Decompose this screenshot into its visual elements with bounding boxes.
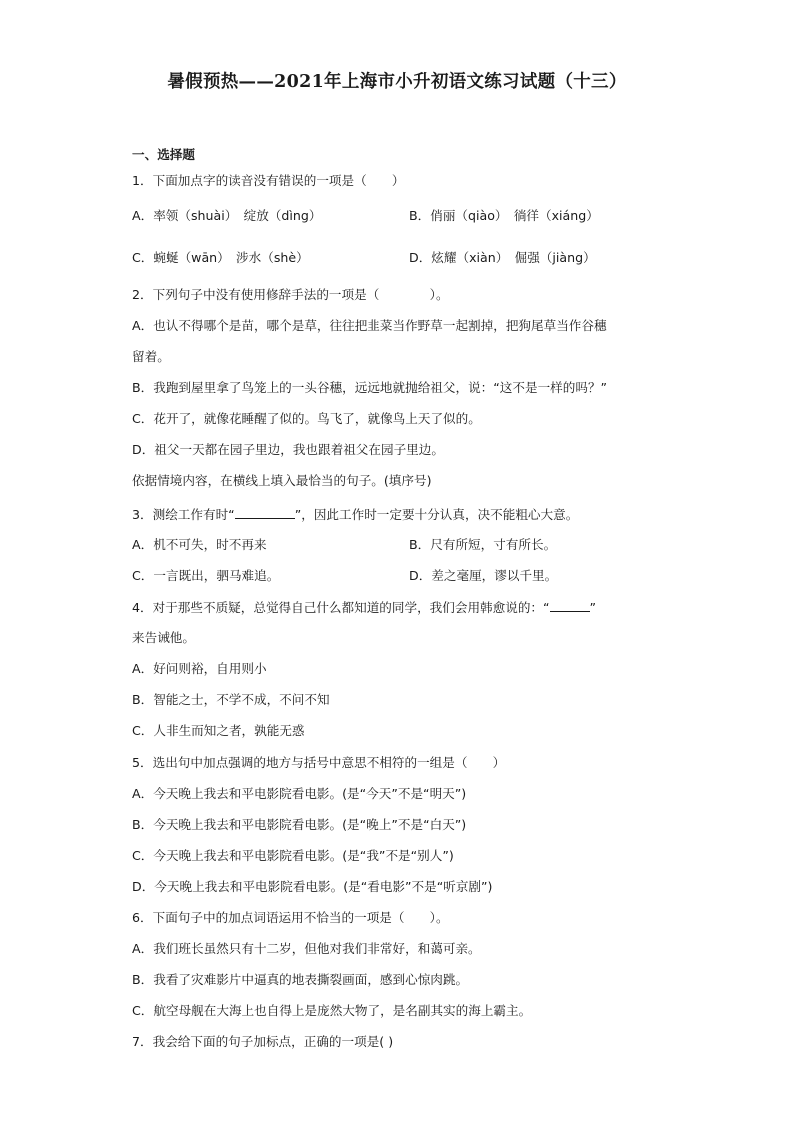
question-3-option-a: A．机不可失，时不再来	[132, 537, 267, 552]
question-4-option-c: C．人非生而知之者，孰能无惑	[132, 723, 305, 738]
question-3-option-d: D．差之毫厘，谬以千里。	[409, 568, 558, 583]
question-3-stem-end: ”，因此工作时一定要十分认真，决不能粗心大意。	[294, 507, 579, 522]
question-5-option-b: B．今天晚上我去和平电影院看电影。(是“晚上”不是“白天”)	[132, 817, 467, 832]
question-3-stem	[132, 506, 578, 523]
question-5-stem: 5．选出句中加点强调的地方与括号中意思不相符的一组是（ ）	[132, 755, 506, 770]
question-6-option-c: C．航空母舰在大海上也自得上是庞然大物了，是名副其实的海上霸主。	[132, 1003, 532, 1018]
question-2-option-d: D．祖父一天都在园子里边，我也跟着祖父在园子里边。	[132, 442, 444, 457]
question-6-stem: 6．下面句子中的加点词语运用不恰当的一项是（ ）。	[132, 910, 449, 925]
question-4-option-b: B．智能之士，不学不成，不问不知	[132, 692, 330, 707]
question-1-option-c: C．蜿蜒（wān） 涉水（shè）	[132, 250, 309, 265]
question-4-stem-end: ”	[589, 600, 597, 615]
answer-blank[interactable]	[550, 599, 590, 612]
answer-blank[interactable]	[235, 506, 295, 519]
question-1-option-b: B．俏丽（qiào） 徜徉（xiáng）	[409, 208, 599, 223]
page-title: 暑假预热——2021年上海市小升初语文练习试题（十三）	[167, 72, 627, 92]
question-2-stem: 2．下列句子中没有使用修辞手法的一项是（ ）。	[132, 287, 449, 302]
question-7-stem: 7．我会给下面的句子加标点，正确的一项是( )	[132, 1034, 394, 1049]
question-1-stem: 1．下面加点字的读音没有错误的一项是（ ）	[132, 173, 405, 188]
question-4-option-a: A．好问则裕，自用则小	[132, 661, 267, 676]
question-2-option-a: A．也认不得哪个是苗，哪个是草，往往把韭菜当作野草一起割掉，把狗尾草当作谷穗	[132, 318, 607, 333]
question-1-option-a: A．率领（shuài） 绽放（dìng）	[132, 208, 322, 223]
question-1-option-d: D．炫耀（xiàn） 倔强（jiàng）	[409, 250, 596, 265]
question-4-stem-start: 4．对于那些不质疑，总觉得自己什么都知道的同学，我们会用韩愈说的：“	[132, 600, 550, 615]
question-3-option-c: C．一言既出，驷马难追。	[132, 568, 280, 583]
question-3-option-b: B．尺有所短，寸有所长。	[409, 537, 557, 552]
section-heading: 一、选择题	[132, 147, 195, 162]
question-3-stem-start: 3．测绘工作有时“	[132, 507, 235, 522]
question-2-option-a-continued: 留着。	[132, 349, 170, 364]
question-5-option-a: A．今天晚上我去和平电影院看电影。(是“今天”不是“明天”)	[132, 786, 467, 801]
question-4-stem	[132, 599, 596, 616]
question-5-option-c: C．今天晚上我去和平电影院看电影。(是“我”不是“别人”)	[132, 848, 454, 863]
question-4-stem-continued: 来告诫他。	[132, 630, 195, 645]
fill-in-instruction: 依据情境内容，在横线上填入最恰当的句子。(填序号)	[132, 473, 432, 488]
question-2-option-b: B．我跑到屋里拿了鸟笼上的一头谷穗，远远地就抛给祖父，说：“这不是一样的吗？”	[132, 380, 608, 395]
question-2-option-c: C．花开了，就像花睡醒了似的。鸟飞了，就像鸟上天了似的。	[132, 411, 481, 426]
question-6-option-b: B．我看了灾难影片中逼真的地表撕裂画面，感到心惊肉跳。	[132, 972, 469, 987]
question-6-option-a: A．我们班长虽然只有十二岁，但他对我们非常好，和蔼可亲。	[132, 941, 481, 956]
question-5-option-d: D．今天晚上我去和平电影院看电影。(是“看电影”不是“听京剧”)	[132, 879, 493, 894]
